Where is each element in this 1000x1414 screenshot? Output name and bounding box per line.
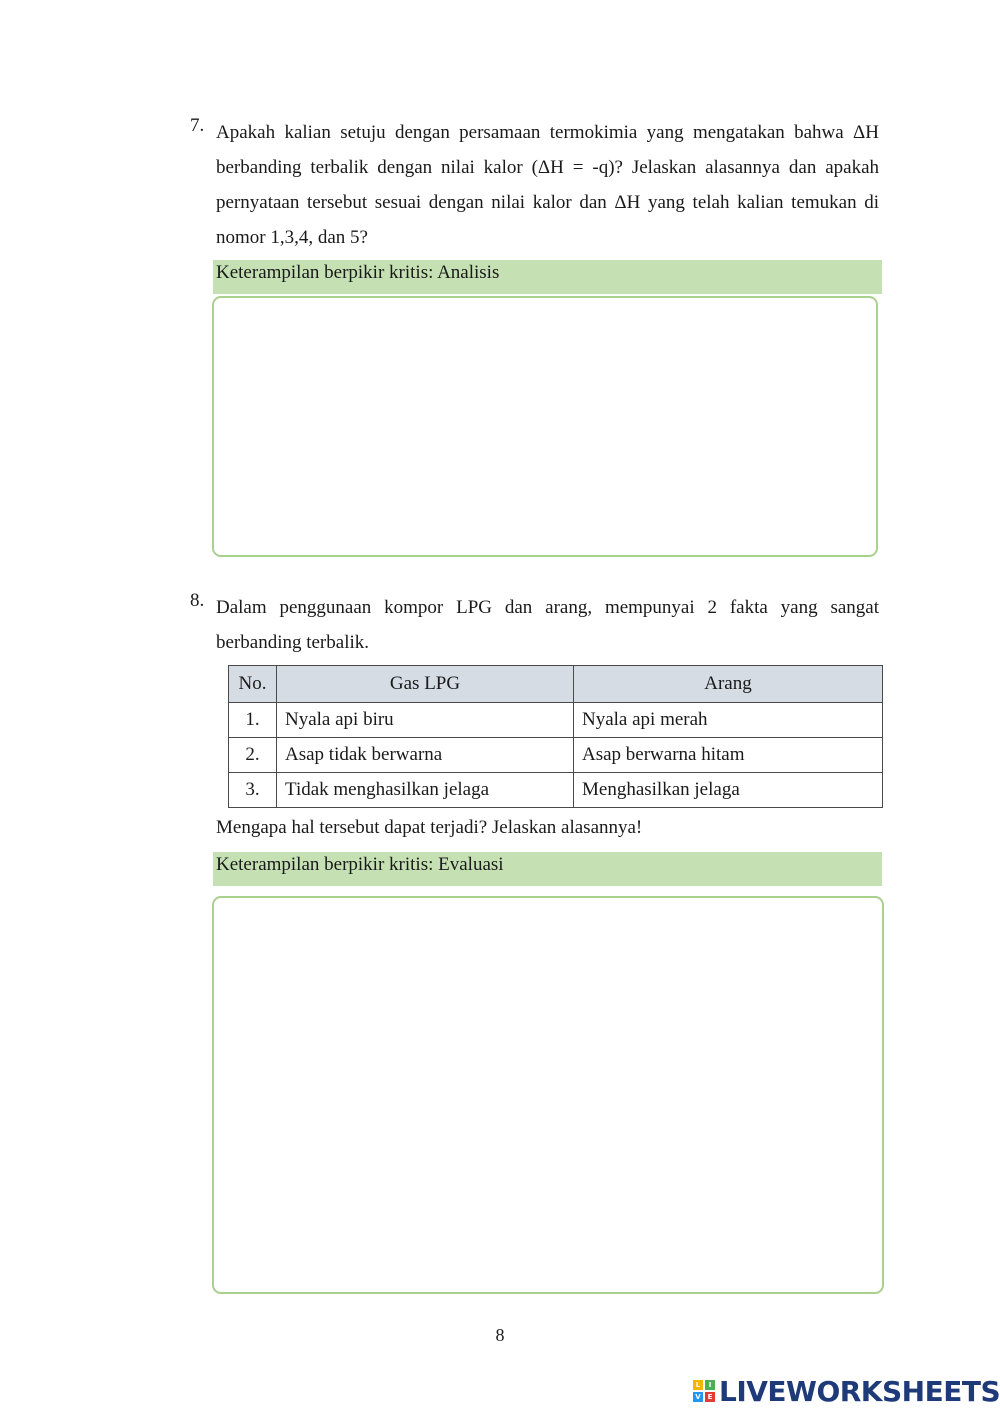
row-number: 2.: [229, 738, 277, 773]
header-arang: Arang: [574, 666, 883, 703]
cell-gas-lpg: Tidak menghasilkan jelaga: [277, 773, 574, 808]
logo-tile: I: [705, 1380, 715, 1390]
table-row: [229, 738, 883, 773]
table-header-row: [229, 666, 883, 703]
page-number: 8: [495, 1325, 505, 1345]
question-number: 7.: [190, 115, 205, 136]
liveworksheets-logo: [693, 1374, 1000, 1408]
liveworksheets-wordmark: LIVEWORKSHEETS: [719, 1374, 1000, 1408]
cell-arang: Asap berwarna hitam: [574, 738, 883, 773]
header-gas-lpg: Gas LPG: [277, 666, 574, 703]
answer-box-8[interactable]: [212, 896, 884, 1294]
logo-tile: V: [693, 1392, 703, 1402]
question-text: Dalam penggunaan kompor LPG dan arang, mempunyai 2 fakta yang sangat berbanding terbalik.: [216, 597, 879, 653]
table-row: [229, 703, 883, 738]
cell-arang: Nyala api merah: [574, 703, 883, 738]
answer-box-7[interactable]: [212, 296, 878, 557]
followup-question: Mengapa hal tersebut dapat terjadi? Jelaskan alasannya!: [216, 817, 643, 838]
cell-gas-lpg: Nyala api biru: [277, 703, 574, 738]
question-number: 8.: [190, 590, 205, 611]
logo-tile: E: [705, 1392, 715, 1402]
comparison-table: [228, 665, 883, 808]
logo-tile: L: [693, 1380, 703, 1390]
row-number: 3.: [229, 773, 277, 808]
question-text: Apakah kalian setuju dengan persamaan termokimia yang mengatakan bahwa ΔH berbanding terbalik dengan nilai kalor (ΔH = -q)? Jelaskan alasannya dan apakah pernyataan tersebut sesuai dengan nilai kalor dan ΔH yang telah kalian temukan di nomor 1,3,4, dan 5?: [216, 122, 879, 248]
skill-label-evaluation: Keterampilan berpikir kritis: Evaluasi: [213, 852, 882, 886]
cell-arang: Menghasilkan jelaga: [574, 773, 883, 808]
cell-gas-lpg: Asap tidak berwarna: [277, 738, 574, 773]
row-number: 1.: [229, 703, 277, 738]
table-row: [229, 773, 883, 808]
header-no: No.: [229, 666, 277, 703]
skill-label-analysis: Keterampilan berpikir kritis: Analisis: [213, 260, 882, 294]
liveworksheets-logo-icon: [693, 1380, 715, 1402]
